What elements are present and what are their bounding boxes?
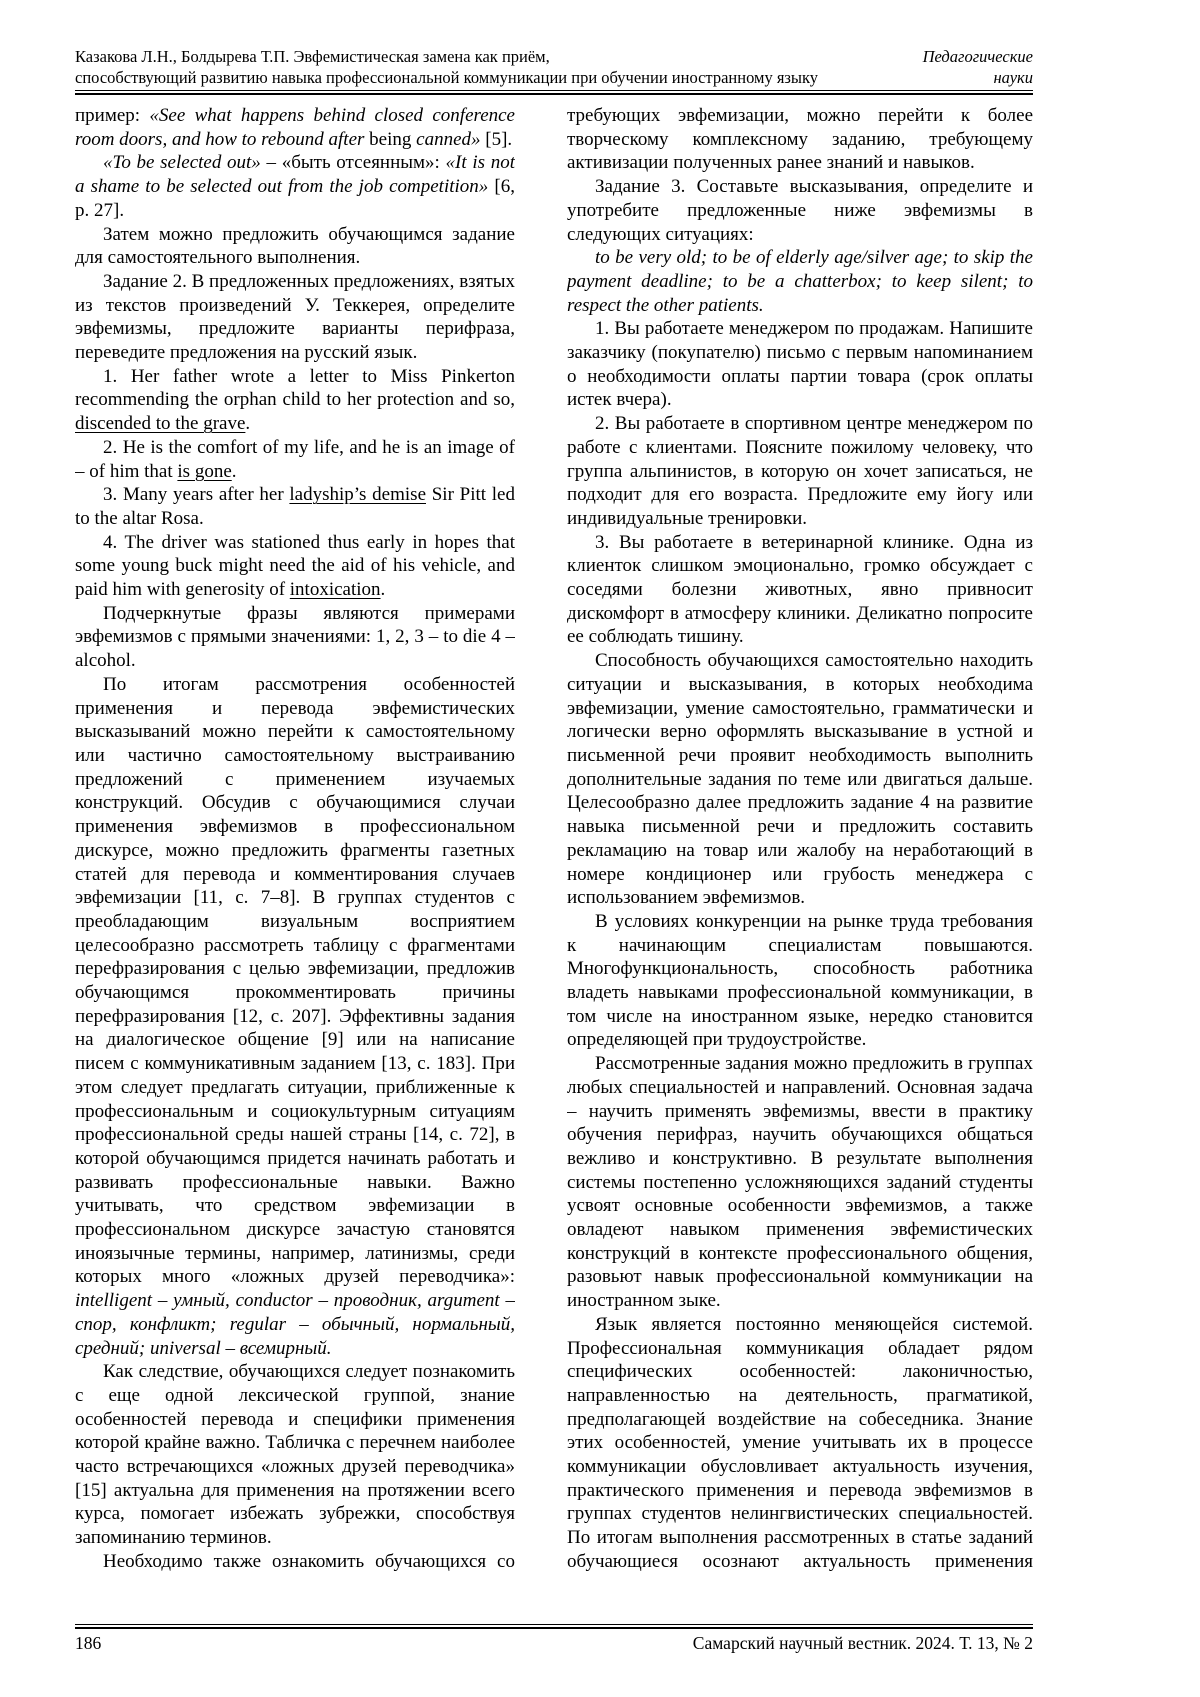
paragraph: [567, 317, 1033, 412]
text-run: ladyship’s demise: [289, 484, 426, 506]
paragraph: [567, 1052, 1033, 1313]
text-run: В условиях конкуренции на рынке труда требования к начинающим специалистам повышаются. Многофункциональность, способность работника владеть навыками профессиональной коммуникации, в том числе на иностранном языке, нередко становится определяющей при трудоустройстве.: [567, 910, 1033, 1051]
running-title-line1: Казакова Л.Н., Болдырева Т.П. Эвфемистическая замена как приём,: [75, 47, 550, 66]
paragraph: [567, 649, 1033, 910]
journal-reference: Самарский научный вестник. 2024. Т. 13, № 2: [692, 1633, 1033, 1653]
text-run: – «быть отсеянным»:: [260, 152, 446, 174]
article-body: [75, 104, 1033, 1572]
page-footer: [75, 1622, 1033, 1654]
text-run: «To be selected out»: [103, 152, 261, 174]
text-run: 3. Вы работаете в ветеринарной клинике. Одна из клиенток слишком эмоционально, громко обсуждает с соседями болезни животных, явно привносит дискомфорт в атмосферу клиники. Деликатно попросите ее соблюдать тишину.: [567, 531, 1033, 648]
paragraph: [75, 151, 515, 222]
text-run: Язык является постоянно меняющейся системой. Профессиональная коммуникация обладает рядом специфических особенностей: лаконичностью, направленностью на деятельность, прагматикой, предполагающей воздействие на собеседника. Знание этих особенностей, умение учитывать их в процессе коммуникации обусловливает актуальность изучения, практического применения и перевода эвфемизмов в группах студентов нелингвистических специальностей. По итогам выполнения рассмотренных в статье заданий обучающиеся осознают актуальность применения: [567, 1313, 1033, 1572]
text-run: По итогам рассмотрения особенностей применения и перевода эвфемистических высказываний можно перейти к самостоятельному или частично самостоятельному выстраиванию предложений с применением изучаемых конструкций. Обсудив с обучающимися случаи применения эвфемизмов в профессиональном дискурсе, можно предложить фрагменты газетных статей для перевода и комментирования случаев эвфемизации [11, с. 7–8]. В группах студентов с преобладающим визуальным восприятием целесообразно рассмотреть таблицу с фрагментами перефразирования с целью эвфемизации, предложив обучающимся прокомментировать причины перефразирования [12, с. 207]. Эффективны задания на диалогическое общение [9] или на написание писем с коммуникативным заданием [13, с. 183]. При этом следует предлагать ситуации, приближенные к профессиональным и социокультурным ситуациям профессиональной среды нашей страны [14, с. 72], в которой обучающимся придется начинать работать и развивать профессиональные навыки. Важно учитывать, что средством эвфемизации в профессиональном дискурсе зачастую становятся иноязычные термины, например, латинизмы, среди которых много «ложных друзей переводчика»:: [75, 673, 515, 1288]
running-title-line2: способствующий развитию навыка профессиональной коммуникации при обучении иностранному языку: [75, 68, 819, 87]
text-run: being: [369, 128, 417, 150]
paragraph: [75, 104, 515, 151]
text-run: Задание 3. Составьте высказывания, определите и употребите предложенные ниже эвфемизмы в следующих ситуациях:: [567, 176, 1033, 245]
text-run: [5].: [480, 128, 513, 150]
text-run: Затем можно предложить обучающимся задание для самостоятельного выполнения.: [75, 223, 515, 269]
text-run: Подчеркнутые фразы являются примерами эвфемизмов с прямыми значениями: 1, 2, 3 – to die 4 – alcohol.: [75, 602, 515, 672]
section-label-line1: Педагогические: [922, 47, 1033, 66]
paragraph: [75, 483, 515, 530]
text-run: [6, p. 27].: [75, 176, 515, 221]
text-run: canned»: [416, 128, 481, 150]
text-run: Как следствие, обучающихся следует познакомить с еще одной лексической группой, знание особенностей перевода и специфики применения которой крайне важно. Табличка с перечнем наиболее часто встречающихся «ложных друзей переводчика» [15] актуальна для применения на протяжении всего курса, помогает избежать зубрежки, способствуя запоминанию терминов.: [75, 1361, 515, 1549]
text-run: intoxication: [289, 579, 381, 601]
text-run: «See what happens behind closed conference room doors, and how to rebound after: [75, 105, 515, 150]
text-run: to be very old; to be of elderly age/silver age; to skip the payment deadline; to be a chatterbox; to keep silent; to respect the other patients.: [567, 247, 1033, 316]
paragraph: [567, 246, 1033, 317]
text-run: .: [231, 460, 237, 482]
right-column: [567, 104, 1033, 1572]
text-run: «It is not a shame to be selected out from the job competition»: [75, 152, 515, 198]
text-run: 1. Вы работаете менеджером по продажам. Напишите заказчику (покупателю) письмо с первым напоминанием о необходимости оплаты партии товара (срок оплаты истек вчера).: [567, 318, 1033, 411]
paragraph: [75, 1550, 515, 1572]
paragraph: [75, 223, 515, 270]
paragraph: [567, 175, 1033, 246]
paragraph: [75, 270, 515, 365]
paragraph: [75, 531, 515, 602]
paragraph: [75, 365, 515, 436]
paragraph: [567, 1313, 1033, 1572]
text-run: Способность обучающихся самостоятельно находить ситуации и высказывания, в которых необходима эвфемизации, умение самостоятельно, грамматически и логически верно оформлять высказывание в устной и письменной речи проявит необходимость выполнить дополнительные задания по теме или двигаться дальше. Целесообразно далее предложить задание 4 на развитие навыка письменной речи и предложить составить рекламацию на товар или жалобу на неработающий в номере кондиционер или грубость менеджера с использованием эвфемизмов.: [567, 650, 1033, 909]
text-run: Sir Pitt led to the altar Rosa.: [75, 484, 515, 529]
section-label-line2: науки: [993, 68, 1033, 87]
paragraph: [75, 673, 515, 1360]
text-run: .: [380, 579, 386, 601]
paragraph: [567, 104, 1033, 175]
header-rule: [75, 90, 1033, 95]
text-run: discended to the grave: [75, 413, 246, 435]
text-run: пример:: [75, 105, 150, 126]
text-run: требующих эвфемизации, можно перейти к более творческому комплексному заданию, требующему активизации полученных ранее знаний и навыков.: [567, 105, 1033, 174]
text-run: 4. The driver was stationed thus early in hopes that some young buck might need the aid of his vehicle, and paid him with generosity of: [75, 531, 515, 601]
text-run: intelligent – умный, conductor – проводник, argument – спор, конфликт; regular – обычный, нормальный, средний; universal – всемирный.: [75, 1290, 515, 1359]
text-run: 1. Her father wrote a letter to Miss Pinkerton recommending the orphan child to her protection and so,: [75, 365, 515, 411]
paragraph: [75, 602, 515, 673]
text-run: 3. Many years after her: [103, 484, 290, 506]
text-run: is gone: [177, 460, 232, 482]
paragraph: [75, 436, 515, 483]
paragraph: [567, 531, 1033, 650]
paragraph: [75, 1360, 515, 1550]
paragraph: [567, 412, 1033, 531]
text-run: Необходимо также ознакомить обучающихся со: [103, 1550, 515, 1572]
text-run: 2. Вы работаете в спортивном центре менеджером по работе с клиентами. Поясните пожилому человеку, что группа альпинистов, в которую он хочет записаться, не подходит для его возраста. Предложите ему йогу или индивидуальные тренировки.: [567, 413, 1033, 529]
left-column: [75, 104, 515, 1572]
page-header: [75, 46, 1033, 88]
text-run: Рассмотренные задания можно предложить в группах любых специальностей и направлений. Основная задача – научить применять эвфемизмы, ввести в практику обучения перифраз, научить обучающихся общаться вежливо и конструктивно. В результате выполнения системы постепенно усложняющихся заданий студенты усвоят основные особенности эвфемизмов, а также овладеют навыком применения эвфемистических конструкций в контексте профессионального общения, разовьют навык профессиональной коммуникации на иностранном зыке.: [567, 1053, 1033, 1312]
text-run: .: [245, 413, 251, 435]
paragraph: [567, 910, 1033, 1052]
text-run: Задание 2. В предложенных предложениях, взятых из текстов произведений У. Теккерея, определите эвфемизмы, предложите варианты перифраза, переведите предложения на русский язык.: [75, 270, 515, 364]
section-label: [923, 46, 1033, 88]
page-number: 186: [75, 1633, 102, 1653]
running-title: [75, 46, 818, 88]
text-run: 2. He is the comfort of my life, and he is an image of – of him that: [75, 436, 515, 482]
